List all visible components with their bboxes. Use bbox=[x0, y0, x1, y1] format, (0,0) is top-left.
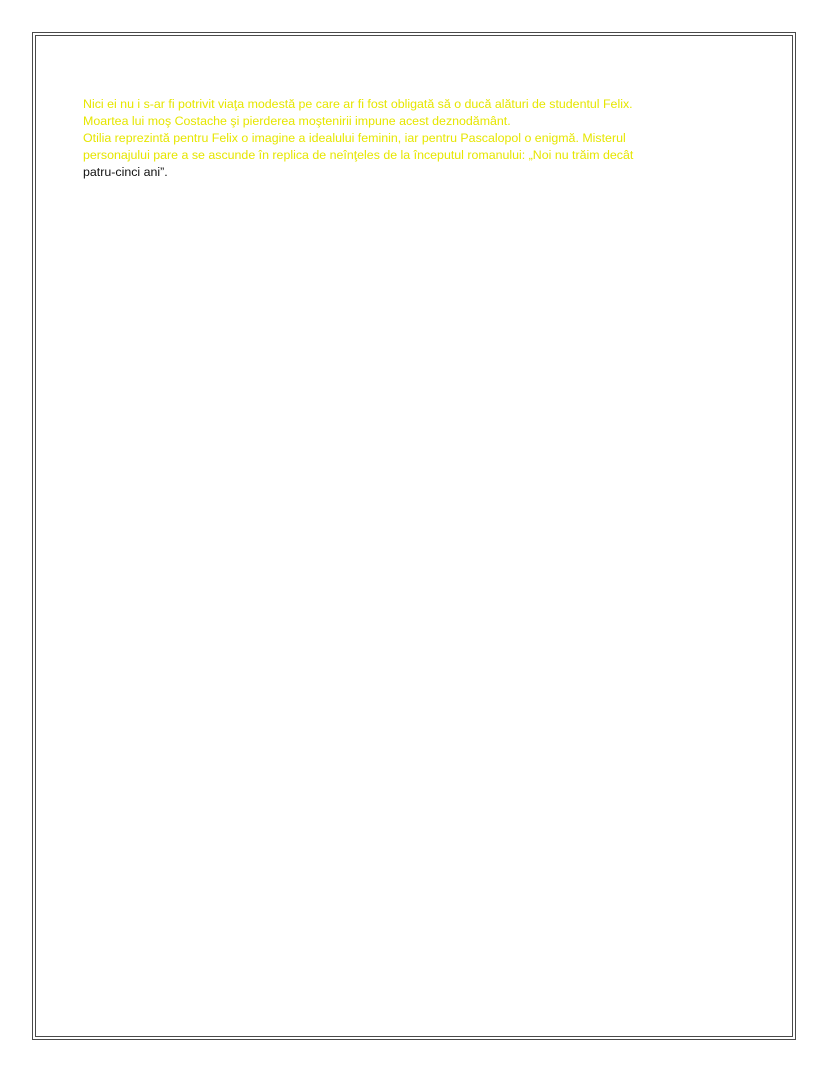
paragraph-line-1: Nici ei nu i s-ar fi potrivit viaţa modestă pe care ar fi fost obligată să o ducă alături de studentul Felix. bbox=[83, 97, 633, 111]
paragraph-line-5: patru-cinci ani”. bbox=[83, 165, 168, 179]
page-border bbox=[32, 32, 796, 1040]
document-body bbox=[83, 96, 723, 181]
paragraph-line-2: Moartea lui moş Costache şi pierderea moştenirii impune acest deznodământ. bbox=[83, 114, 511, 128]
paragraph-line-3: Otilia reprezintă pentru Felix o imagine a idealului feminin, iar pentru Pascalopol o enigmă. Misterul bbox=[83, 131, 626, 145]
page-border-inner bbox=[35, 35, 793, 1037]
paragraph-line-4: personajului pare a se ascunde în replica de neînţeles de la începutul romanului: „Noi nu trăim decât bbox=[83, 148, 634, 162]
